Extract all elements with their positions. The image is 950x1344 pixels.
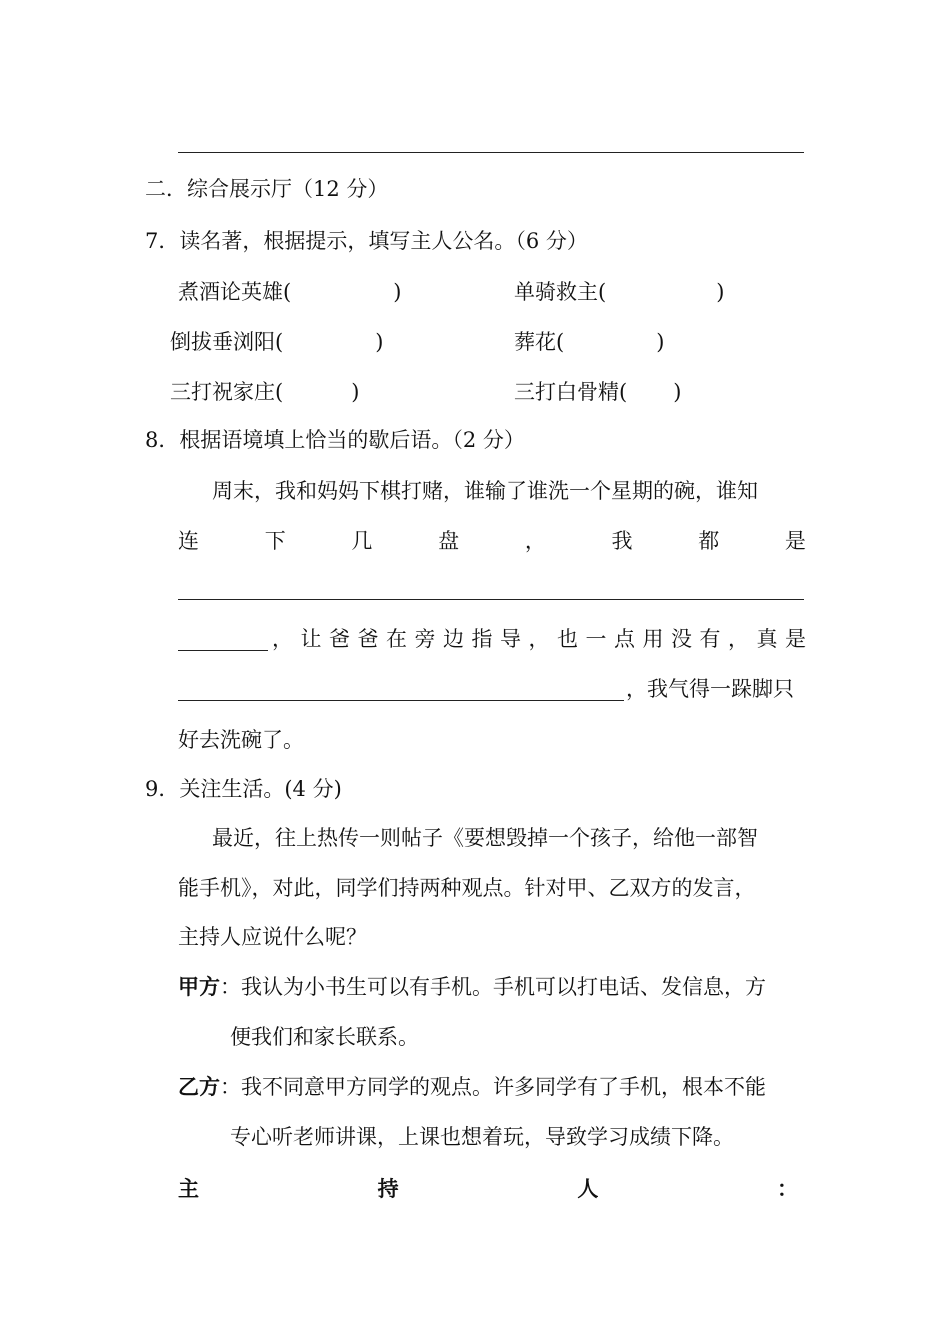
q8-char: ， [728, 627, 749, 651]
q9-jia-line-2: 便我们和家长联系。 [230, 1025, 419, 1049]
q7-item-6-close: ) [673, 380, 682, 404]
host-char: 人 [577, 1177, 599, 1201]
q8-char: 旁 [414, 627, 436, 651]
q8-char: 真 [756, 627, 778, 651]
q8-char: 让 [300, 627, 322, 651]
q8-char: 盘 [438, 529, 460, 553]
q8-line-4 [272, 625, 806, 653]
q7-item-2-close: ) [716, 280, 725, 304]
q7-item-2 [514, 278, 724, 306]
host-char: 持 [377, 1177, 399, 1201]
q8-char: 边 [443, 627, 464, 651]
q7-item-4-text: 葬花( [514, 330, 565, 354]
host-char: 主 [178, 1177, 199, 1201]
yi-text: ：我不同意甲方同学的观点。许多同学有了手机，根本不能 [220, 1075, 766, 1099]
q7-item-1-text: 煮酒论英雄( [178, 280, 292, 304]
q8-char: 导 [500, 627, 521, 651]
q7-item-6-text: 三打白骨精( [514, 380, 628, 404]
q8-line-2 [178, 527, 806, 555]
q8-line-1: 周末，我和妈妈下棋打赌，谁输了谁洗一个星期的碗，谁知 [212, 479, 758, 503]
q8-answer-blank-long [178, 700, 624, 701]
q8-char: 下 [264, 529, 286, 553]
q7-item-3-text: 倒拔垂浏阳( [170, 330, 284, 354]
q8-answer-line-full [178, 599, 804, 600]
q7-item-1 [178, 278, 401, 306]
yi-label: 乙方 [178, 1075, 220, 1099]
q7-item-4-close: ) [656, 330, 665, 354]
host-line [178, 1175, 798, 1203]
jia-text: ：我认为小书生可以有手机。手机可以打电话、发信息，方 [220, 975, 766, 999]
q8-char: 一 [585, 627, 607, 651]
q8-char: 有 [699, 627, 721, 651]
q8-line-5-tail: ，我气得一跺脚只 [626, 677, 794, 701]
question-9-title: 9．关注生活。(4 分) [145, 777, 342, 801]
q9-yi-line-2: 专心听老师讲课，上课也想着玩，导致学习成绩下降。 [230, 1125, 734, 1149]
q8-line-6: 好去洗碗了。 [178, 728, 304, 752]
q7-item-3-close: ) [375, 330, 384, 354]
q7-item-5-close: ) [351, 380, 360, 404]
q7-item-6 [514, 378, 681, 406]
section-title: 二．综合展示厅（12 分） [145, 177, 389, 201]
q9-jia-line-1 [178, 973, 766, 1001]
q7-item-2-text: 单骑救主( [514, 280, 607, 304]
q7-item-4 [514, 328, 664, 356]
q9-para-line-3: 主持人应说什么呢？ [178, 925, 367, 949]
q9-para-line-2: 能手机》，对此，同学们持两种观点。针对甲、乙双方的发言， [178, 876, 756, 900]
question-8-title: 8．根据语境填上恰当的歇后语。（2 分） [145, 428, 525, 452]
q8-char: 我 [611, 529, 633, 553]
q7-item-3 [170, 328, 383, 356]
question-7-title: 7．读名著，根据提示，填写主人公名。（6 分） [145, 229, 588, 253]
q8-char: ， [524, 529, 546, 553]
q8-char: ， [272, 627, 293, 651]
q8-char: 都 [698, 529, 720, 553]
host-char: ： [776, 1177, 798, 1201]
q8-char: 指 [471, 627, 493, 651]
q8-char: 是 [784, 529, 806, 553]
q8-char: 在 [386, 627, 407, 651]
q8-char: 也 [557, 627, 578, 651]
q7-item-5-text: 三打祝家庄( [170, 380, 284, 404]
q8-answer-blank-short [178, 650, 268, 651]
q9-para-line-1: 最近，往上热传一则帖子《要想毁掉一个孩子，给他一部智 [212, 826, 758, 850]
jia-label: 甲方 [178, 975, 220, 999]
q8-char: 点 [614, 627, 635, 651]
q8-char: ， [528, 627, 550, 651]
q8-char: 爸 [329, 627, 350, 651]
q8-char: 是 [785, 627, 806, 651]
q8-char: 用 [642, 627, 664, 651]
q8-char: 连 [178, 529, 199, 553]
q9-yi-line-1 [178, 1073, 766, 1101]
q7-item-5 [170, 378, 359, 406]
q8-char: 几 [351, 529, 373, 553]
q8-char: 没 [671, 627, 692, 651]
answer-line-top [178, 152, 804, 153]
q7-item-1-close: ) [393, 280, 402, 304]
q8-char: 爸 [357, 627, 379, 651]
